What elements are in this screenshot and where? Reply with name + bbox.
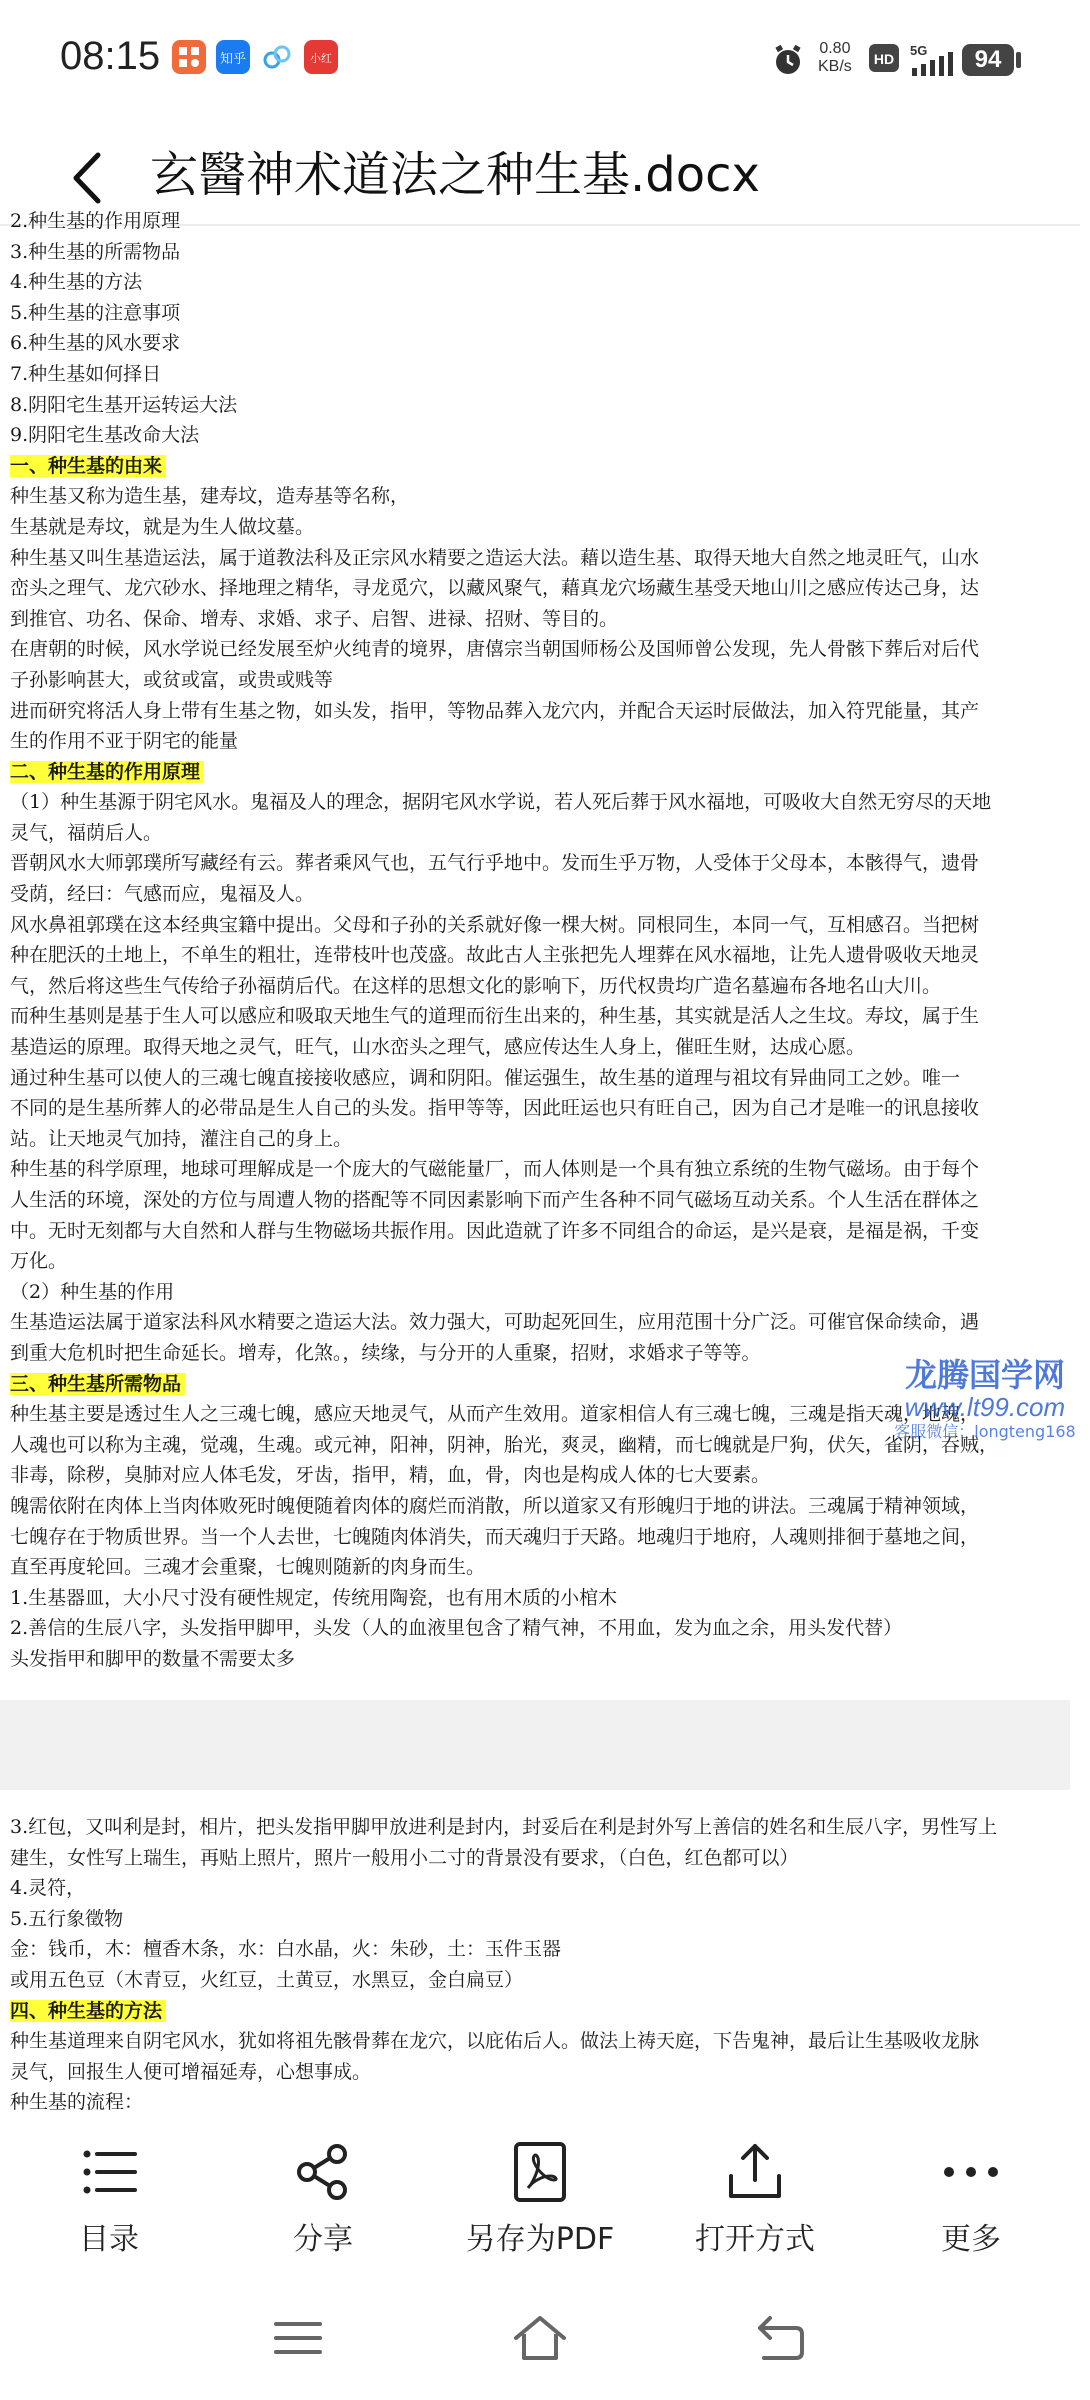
list-icon bbox=[77, 2140, 141, 2204]
svg-text:小红: 小红 bbox=[310, 52, 332, 65]
document-line: 7.种生基如何择日 bbox=[10, 362, 162, 385]
document-line: 灵气，回报生人便可增福延寿，心想事成。 bbox=[10, 2060, 372, 2083]
document-line: 4.灵符， bbox=[10, 1877, 86, 1900]
document-line: 头发指甲和脚甲的数量不需要太多 bbox=[10, 1647, 296, 1670]
document-line: 种生基的科学原理，地球可理解成是一个庞大的气磁能量厂，而人体则是一个具有独立系统的生物气磁场。由于每个 bbox=[10, 1158, 980, 1181]
document-line: 到推官、功名、保命、增寿、求婚、求子、启智、进禄、招财、等目的。 bbox=[10, 607, 619, 630]
watermark bbox=[880, 1350, 1090, 1442]
menu-icon bbox=[268, 2308, 328, 2368]
document-line: 2.善信的生辰八字，头发指甲脚甲，头发（人的血液里包含了精气神，不用血，发为血之余，用头发代替） bbox=[10, 1617, 903, 1640]
document-line: 6.种生基的风水要求 bbox=[10, 332, 181, 355]
hd-icon bbox=[868, 42, 900, 76]
document-line: 种生基又称为造生基，建寿坟，造寿基等名称， bbox=[10, 485, 410, 508]
watermark-sub: 客服微信：longteng168 bbox=[894, 1422, 1076, 1441]
document-line: 1.生基器皿，大小尺寸没有硬性规定，传统用陶瓷，也有用木质的小棺木 bbox=[10, 1586, 618, 1609]
signal-5g-icon bbox=[910, 42, 958, 76]
battery-tip bbox=[1016, 52, 1021, 68]
highlighted-text: 二、种生基的作用原理 bbox=[10, 761, 204, 783]
document-line: 直至再度轮回。三魂才会重聚，七魄则随新的肉身而生。 bbox=[10, 1556, 486, 1579]
app-notification-icon bbox=[172, 40, 206, 74]
more-button[interactable] bbox=[886, 2140, 1056, 2280]
document-line: 进而研究将活人身上带有生基之物，如头发，指甲，等物品葬入龙穴内，并配合天运时辰做法，加入符咒能量，其产 bbox=[10, 699, 980, 722]
document-line: 生基就是寿坟，就是为生人做坟墓。 bbox=[10, 515, 315, 538]
document-line: 9.阴阳宅生基改命大法 bbox=[10, 424, 200, 447]
toc-label: 目录 bbox=[79, 2222, 139, 2257]
share-icon bbox=[291, 2140, 355, 2204]
document-line: 在唐朝的时候，风水学说已经发展至炉火纯青的境界，唐僖宗当朝国师杨公及国师曾公发现，先人骨骸下葬后对后代 bbox=[10, 638, 980, 661]
document-title: 玄醫神术道法之种生基.docx bbox=[150, 147, 760, 203]
document-line: 种生基的流程： bbox=[10, 2091, 144, 2114]
home-icon bbox=[510, 2308, 570, 2368]
document-line: 灵气，福荫后人。 bbox=[10, 821, 163, 844]
shop-icon bbox=[304, 40, 338, 74]
highlighted-text: 一、种生基的由来 bbox=[10, 455, 166, 477]
system-nav-bar bbox=[0, 2280, 1080, 2400]
section-heading bbox=[10, 451, 1076, 482]
document-line: 建生，女性写上瑞生，再贴上照片，照片一般用小二寸的背景没有要求，（白色，红色都可以） bbox=[10, 1846, 799, 1869]
document-line: 非毒，除秽，臭肺对应人体毛发，牙齿，指甲，精，血，骨，肉也是构成人体的七大要素。 bbox=[10, 1464, 771, 1487]
document-line: 站。让天地灵气加持，灌注自己的身上。 bbox=[10, 1127, 353, 1150]
bottom-toolbar bbox=[0, 2120, 1080, 2280]
section-heading bbox=[10, 757, 1076, 788]
battery-level: 94 bbox=[962, 44, 1014, 76]
document-line: 受荫，经曰：气感而应，鬼福及人。 bbox=[10, 883, 315, 906]
document-line: 而种生基则是基于生人可以感应和吸取天地生气的道理而衍生出来的，种生基，其实就是活人之生坟。寿坟，属于生 bbox=[10, 1005, 980, 1028]
document-line: 七魄存在于物质世界。当一个人去世，七魄随肉体消失，而天魂归于天路。地魂归于地府，人魂则排徊于墓地之间， bbox=[10, 1525, 980, 1548]
share-button[interactable] bbox=[238, 2140, 408, 2280]
document-line: 峦头之理气、龙穴砂水、择地理之精华，寻龙觅穴，以藏风聚气，藉真龙穴场藏生基受天地山川之感应传达己身，达 bbox=[10, 577, 980, 600]
section-heading bbox=[10, 1996, 1076, 2027]
document-line: 风水鼻祖郭璞在这本经典宝籍中提出。父母和子孙的关系就好像一棵大树。同根同生，本同一气，互相感召。当把树 bbox=[10, 913, 980, 936]
home-button[interactable] bbox=[510, 2308, 570, 2368]
status-bar bbox=[0, 0, 1080, 120]
document-line: 3.红包，又叫利是封，相片，把头发指甲脚甲放进利是封内，封妥后在利是封外写上善信的姓名和生辰八字，男性写上 bbox=[10, 1816, 998, 1838]
save-pdf-button[interactable] bbox=[455, 2140, 625, 2280]
document-line: 魄需依附在肉体上当肉体败死时魄便随着肉体的腐烂而消散，所以道家又有形魄归于地的讲法。三魂属于精神领域， bbox=[10, 1494, 980, 1517]
document-line: （1）种生基源于阴宅风水。鬼福及人的理念，据阴宅风水学说，若人死后葬于风水福地，可吸收大自然无穷尽的天地 bbox=[10, 791, 992, 814]
open-with-button[interactable] bbox=[670, 2140, 840, 2280]
page-break bbox=[0, 1700, 1070, 1790]
speed-value: 0.80 bbox=[819, 40, 851, 57]
document-line: 或用五色豆（木青豆，火红豆，土黄豆，水黑豆，金白扁豆） bbox=[10, 1968, 524, 1991]
watermark-title: 龙腾国学网 bbox=[904, 1356, 1065, 1394]
document-line: 到重大危机时把生命延长。增寿，化煞。，续缘，与分开的人重聚，招财，求婚求子等等。 bbox=[10, 1341, 761, 1364]
document-view[interactable] bbox=[10, 210, 1076, 2122]
document-line: 通过种生基可以使人的三魂七魄直接接收感应，调和阴阳。催运强生，故生基的道理与祖坟有异曲同工之妙。唯一 bbox=[10, 1066, 961, 1089]
document-line: 种生基道理来自阴宅风水，犹如将祖先骸骨葬在龙穴，以庇佑后人。做法上祷天庭，下告鬼神，最后让生基吸收龙脉 bbox=[10, 2030, 980, 2053]
watermark-url: www.lt99.com bbox=[904, 1392, 1066, 1422]
highlighted-text: 四、种生基的方法 bbox=[10, 2000, 166, 2022]
pdf-icon bbox=[508, 2140, 572, 2204]
cloud-icon bbox=[260, 40, 294, 74]
document-line: 晋朝风水大师郭璞所写藏经有云。葬者乘风气也，五气行乎地中。发而生乎万物，人受体于父母本，本骸得气，遗骨 bbox=[10, 852, 980, 875]
status-time: 08:15 bbox=[60, 34, 161, 78]
recent-apps-button[interactable] bbox=[268, 2308, 328, 2368]
hd-label: HD bbox=[873, 51, 895, 67]
more-icon bbox=[939, 2140, 1003, 2204]
highlighted-text: 三、种生基所需物品 bbox=[10, 1373, 185, 1395]
network-label: 5G bbox=[910, 43, 928, 58]
network-speed bbox=[818, 40, 852, 76]
alarm-icon bbox=[770, 42, 806, 76]
toc-button[interactable] bbox=[24, 2140, 194, 2280]
document-line: 种生基又叫生基造运法，属于道教法科及正宗风水精要之造运大法。藉以造生基、取得天地大自然之地灵旺气，山水 bbox=[10, 546, 980, 569]
back-nav-button[interactable] bbox=[752, 2308, 812, 2368]
more-label: 更多 bbox=[941, 2222, 1001, 2257]
save-pdf-label: 另存为PDF bbox=[465, 2222, 615, 2257]
document-line: 人魂也可以称为主魂，觉魂，生魂。或元神，阳神，阴神，胎光，爽灵，幽精，而七魄就是尸狗，伏矢，雀阴，吞贼， bbox=[10, 1433, 999, 1456]
zhihu-icon bbox=[216, 40, 250, 74]
document-line: 子孙影响甚大，或贫或富，或贵或贱等 bbox=[10, 668, 334, 691]
document-line: 5.种生基的注意事项 bbox=[10, 301, 181, 324]
document-line: 4.种生基的方法 bbox=[10, 271, 143, 294]
document-line: 8.阴阳宅生基开运转运大法 bbox=[10, 393, 238, 416]
document-line: 人生活的环境，深处的方位与周遭人物的搭配等不同因素影响下而产生各种不同气磁场互动关系。个人生活在群体之 bbox=[10, 1189, 980, 1211]
document-line: 万化。 bbox=[10, 1250, 68, 1273]
document-line: （2）种生基的作用 bbox=[10, 1280, 175, 1303]
open-with-label: 打开方式 bbox=[695, 2222, 815, 2257]
document-line: 生基造运法属于道家法科风水精要之造运大法。效力强大，可助起死回生，应用范围十分广泛。可催官保命续命，遇 bbox=[10, 1311, 980, 1334]
document-line: 中。无时无刻都与大自然和人群与生物磁场共振作用。因此造就了许多不同组合的命运，是兴是衰，是福是祸，千变 bbox=[10, 1219, 980, 1242]
document-line: 基造运的原理。取得天地之灵气，旺气，山水峦头之理气，感应传达生人身上，催旺生财，达成心愿。 bbox=[10, 1036, 866, 1059]
svg-text:知乎: 知乎 bbox=[219, 52, 247, 67]
document-line: 不同的是生基所葬人的必带品是生人自己的头发。指甲等等，因此旺运也只有旺自己，因为自己才是唯一的讯息接收 bbox=[10, 1097, 980, 1120]
document-line: 种在肥沃的土地上，不单生的粗壮，连带枝叶也茂盛。故此古人主张把先人埋葬在风水福地，让先人遗骨吸收天地灵 bbox=[10, 944, 980, 967]
document-line: 生的作用不亚于阴宅的能量 bbox=[10, 730, 239, 753]
document-line: 5.五行象徵物 bbox=[10, 1907, 124, 1930]
speed-unit: KB/s bbox=[818, 58, 852, 75]
share-label: 分享 bbox=[293, 2222, 353, 2257]
document-page-1 bbox=[10, 210, 1076, 1707]
document-line: 2.种生基的作用原理 bbox=[10, 210, 181, 232]
upload-icon bbox=[723, 2140, 787, 2204]
back-nav-icon bbox=[752, 2308, 812, 2368]
document-line: 3.种生基的所需物品 bbox=[10, 240, 181, 263]
document-line: 金：钱币，木：檀香木条，水：白水晶，火：朱砂，土：玉件玉器 bbox=[10, 1938, 562, 1961]
document-line: 种生基主要是透过生人之三魂七魄，感应天地灵气，从而产生效用。道家相信人有三魂七魄，三魂是指天魂，地魂， bbox=[10, 1403, 980, 1426]
document-line: 气，然后将这些生气传给子孙福荫后代。在这样的思想文化的影响下，历代权贵均广造名墓遍布各地名山大川。 bbox=[10, 974, 942, 997]
